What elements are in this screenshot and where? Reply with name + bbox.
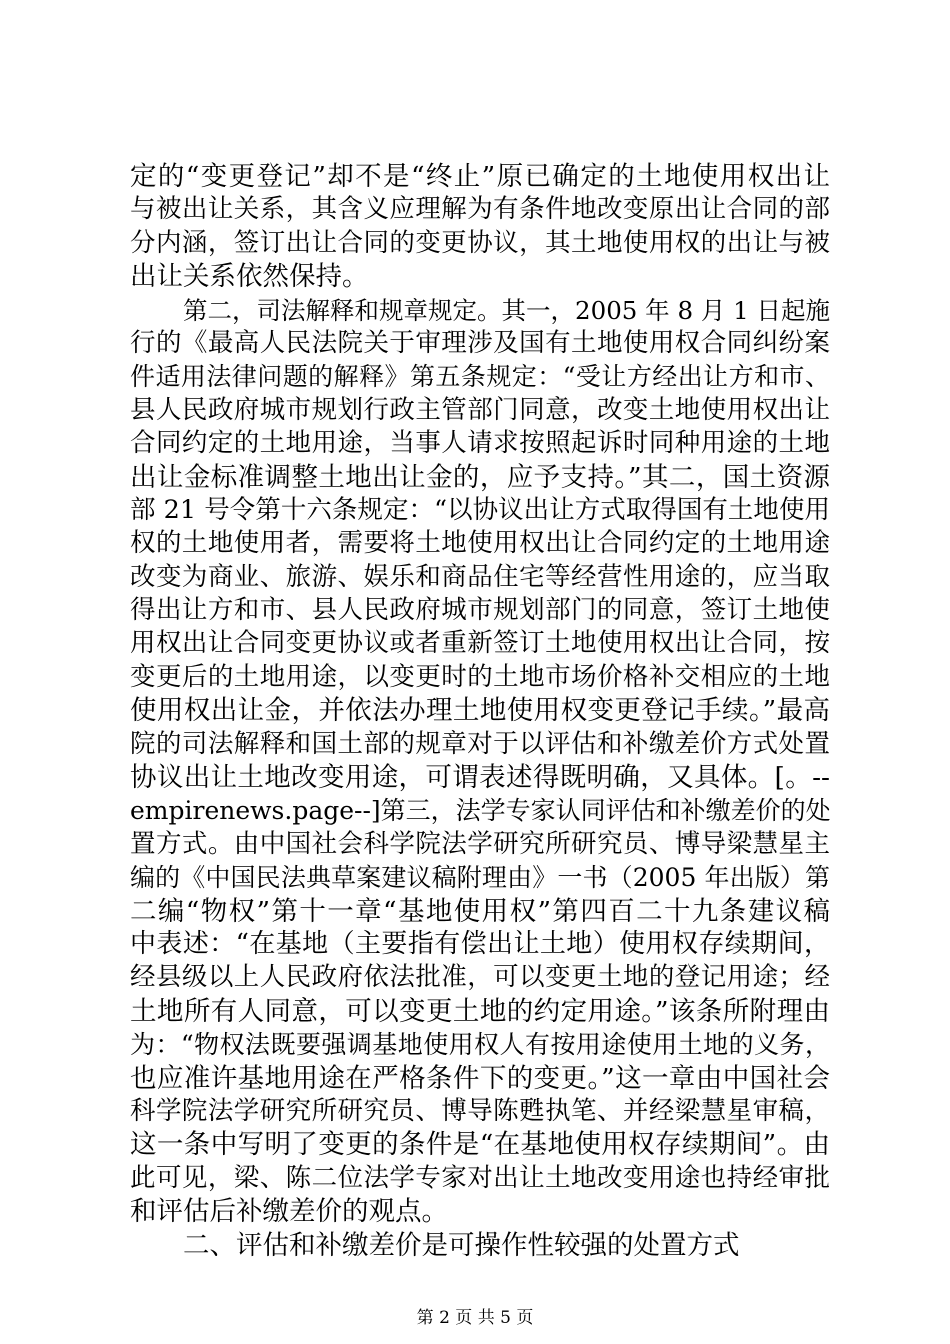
text-line: 和评估后补缴差价的观点。 bbox=[130, 1196, 448, 1228]
text-line: 出让金标准调整土地出让金的，应予支持。”其二，国土资源 bbox=[130, 461, 830, 493]
text-line: 权的土地使用者，需要将土地使用权出让合同约定的土地用途 bbox=[130, 528, 830, 559]
text-line: 使用权出让金，并依法办理土地使用权变更登记手续。”最高 bbox=[130, 695, 830, 727]
text-line: 二编“物权”第十一章“基地使用权”第四百二十九条建议稿 bbox=[130, 895, 830, 927]
text-line: 与被出让关系，其含义应理解为有条件地改变原出让合同的部 bbox=[130, 194, 830, 225]
text-line: 县人民政府城市规划行政主管部门同意，改变土地使用权出让 bbox=[130, 394, 830, 425]
text-line: 部 21 号令第十六条规定：“以协议出让方式取得国有土地使用 bbox=[130, 494, 830, 525]
text-line: 此可见，梁、陈二位法学专家对出让土地改变用途也持经审批 bbox=[130, 1162, 830, 1193]
text-line: 土地所有人同意，可以变更土地的约定用途。”该条所附理由 bbox=[130, 995, 830, 1027]
text-line: 科学院法学研究所研究员、博导陈甦执笔、并经梁慧星审稿， bbox=[130, 1095, 830, 1126]
text-line: 院的司法解释和国土部的规章对于以评估和补缴差价方式处置 bbox=[130, 728, 830, 759]
page-number-footer: 第 2 页 共 5 页 bbox=[416, 1308, 534, 1328]
text-line: 件适用法律问题的解释》第五条规定：“受让方经出让方和市、 bbox=[130, 362, 830, 392]
text-line: 第二，司法解释和规章规定。其一，2005 年 8 月 1 日起施 bbox=[183, 295, 830, 325]
text-line: 中表述：“在基地（主要指有偿出让土地）使用权存续期间， bbox=[130, 928, 830, 959]
text-line: 定的“变更登记”却不是“终止”原已确定的土地使用权出让 bbox=[130, 161, 830, 192]
text-line: 也应准许基地用途在严格条件下的变更。”这一章由中国社会 bbox=[130, 1062, 830, 1094]
text-line: 改变为商业、旅游、娱乐和商品住宅等经营性用途的，应当取 bbox=[130, 561, 830, 592]
text-line: 合同约定的土地用途，当事人请求按照起诉时同种用途的土地 bbox=[130, 428, 830, 459]
text-line: 为：“物权法既要强调基地使用权人有按用途使用土地的义务， bbox=[130, 1030, 830, 1060]
text-line: 行的《最高人民法院关于审理涉及国有土地使用权合同纠纷案 bbox=[130, 327, 830, 358]
text-line: 用权出让合同变更协议或者重新签订土地使用权出让合同，按 bbox=[130, 628, 830, 659]
text-line: 变更后的土地用途，以变更时的土地市场价格补交相应的土地 bbox=[130, 661, 830, 692]
text-line: 经县级以上人民政府依法批准，可以变更土地的登记用途；经 bbox=[130, 962, 830, 993]
document-body bbox=[130, 160, 830, 1262]
text-line: 置方式。由中国社会科学院法学研究所研究员、博导梁慧星主 bbox=[130, 828, 830, 859]
text-line: 分内涵，签订出让合同的变更协议，其土地使用权的出让与被 bbox=[130, 227, 830, 258]
text-line: 这一条中写明了变更的条件是“在基地使用权存续期间”。由 bbox=[130, 1129, 830, 1161]
text-line: 得出让方和市、县人民政府城市规划部门的同意，签订土地使 bbox=[130, 595, 830, 626]
text-line: 协议出让土地改变用途，可谓表述得既明确，又具体。[。-- bbox=[130, 762, 830, 794]
text-line: empirenews.page--]第三，法学专家认同评估和补缴差价的处 bbox=[130, 796, 831, 826]
section-heading: 二、评估和补缴差价是可操作性较强的处置方式 bbox=[183, 1229, 740, 1261]
text-line: 编的《中国民法典草案建议稿附理由》一书（2005 年出版）第 bbox=[130, 863, 830, 893]
text-line: 出让关系依然保持。 bbox=[130, 261, 369, 293]
